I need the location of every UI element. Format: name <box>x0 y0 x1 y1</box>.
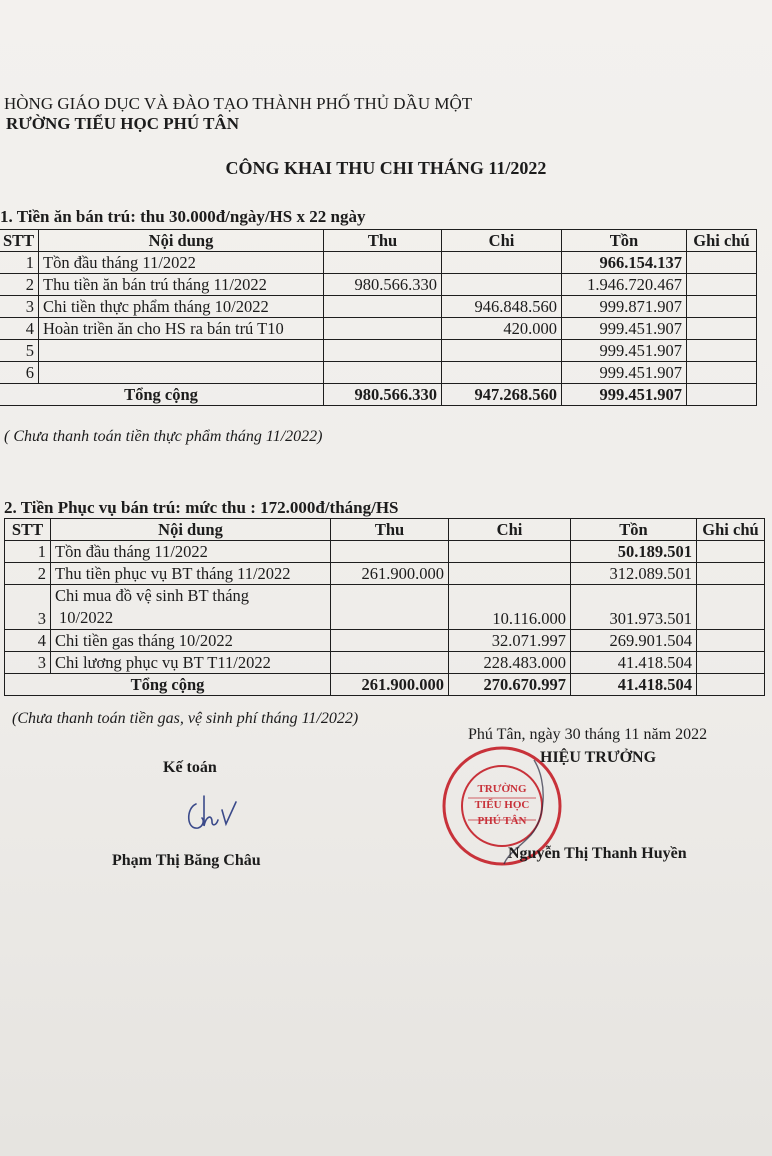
section2-table <box>4 518 765 696</box>
cell-chi <box>442 274 562 296</box>
cell-content: Thu tiền ăn bán trú tháng 11/2022 <box>39 274 324 296</box>
section1-footnote: ( Chưa thanh toán tiền thực phẩm tháng 11/2022) <box>4 428 323 445</box>
cell-thu <box>331 585 449 630</box>
cell-chi: 228.483.000 <box>449 652 571 674</box>
cell-content-line2: 10/2022 <box>59 608 114 627</box>
cell-chi <box>449 541 571 563</box>
principal-name: Nguyễn Thị Thanh Huyền <box>508 845 687 862</box>
cell-ton: 999.451.907 <box>562 340 687 362</box>
col-thu: Thu <box>331 519 449 541</box>
cell-content <box>39 362 324 384</box>
section1-header-row <box>0 230 757 252</box>
cell-note <box>687 252 757 274</box>
cell-ton: 41.418.504 <box>571 652 697 674</box>
col-note: Ghi chú <box>687 230 757 252</box>
department-name: HÒNG GIÁO DỤC VÀ ĐÀO TẠO THÀNH PHỐ THỦ DẦU MỘT <box>4 94 473 113</box>
cell-chi <box>442 362 562 384</box>
total-row <box>0 384 757 406</box>
cell-note <box>697 585 765 630</box>
total-thu: 261.900.000 <box>331 674 449 696</box>
cell-ton: 1.946.720.467 <box>562 274 687 296</box>
section2-header-row <box>5 519 765 541</box>
cell-thu <box>331 541 449 563</box>
col-content: Nội dung <box>39 230 324 252</box>
cell-thu: 261.900.000 <box>331 563 449 585</box>
cell-ton: 312.089.501 <box>571 563 697 585</box>
cell-content: Tồn đầu tháng 11/2022 <box>39 252 324 274</box>
cell-note <box>687 340 757 362</box>
cell-content: Thu tiền phục vụ BT tháng 11/2022 <box>51 563 331 585</box>
cell-chi <box>449 563 571 585</box>
cell-chi: 946.848.560 <box>442 296 562 318</box>
col-content: Nội dung <box>51 519 331 541</box>
cell-ton: 999.451.907 <box>562 362 687 384</box>
table-row <box>0 318 757 340</box>
cell-ton: 966.154.137 <box>562 252 687 274</box>
col-ton: Tồn <box>562 230 687 252</box>
cell-ton: 269.901.504 <box>571 630 697 652</box>
cell-content: Chi lương phục vụ BT T11/2022 <box>51 652 331 674</box>
cell-stt: 2 <box>0 274 39 296</box>
cell-stt: 4 <box>5 630 51 652</box>
cell-stt: 6 <box>0 362 39 384</box>
table-row <box>5 541 765 563</box>
section1-table <box>0 229 757 406</box>
table-row <box>0 340 757 362</box>
cell-stt: 1 <box>5 541 51 563</box>
col-stt: STT <box>0 230 39 252</box>
cell-thu <box>324 318 442 340</box>
cell-chi: 32.071.997 <box>449 630 571 652</box>
cell-thu <box>324 252 442 274</box>
total-ton: 999.451.907 <box>562 384 687 406</box>
cell-chi: 10.116.000 <box>449 585 571 630</box>
section2-heading: 2. Tiền Phục vụ bán trú: mức thu : 172.000đ/tháng/HS <box>4 498 399 517</box>
cell-thu: 980.566.330 <box>324 274 442 296</box>
cell-ton: 50.189.501 <box>571 541 697 563</box>
cell-thu <box>331 652 449 674</box>
cell-stt: 2 <box>5 563 51 585</box>
cell-note <box>687 362 757 384</box>
table-row <box>5 630 765 652</box>
principal-title: HIỆU TRƯỞNG <box>540 749 657 766</box>
col-thu: Thu <box>324 230 442 252</box>
col-chi: Chi <box>449 519 571 541</box>
cell-note <box>687 296 757 318</box>
total-label: Tổng cộng <box>0 384 324 406</box>
cell-chi: 420.000 <box>442 318 562 340</box>
total-note <box>687 384 757 406</box>
stamp-text-line1: TRƯỜNG <box>477 783 527 795</box>
cell-thu <box>324 340 442 362</box>
cell-thu <box>324 296 442 318</box>
total-note <box>697 674 765 696</box>
total-ton: 41.418.504 <box>571 674 697 696</box>
table-row <box>0 362 757 384</box>
stamp-text-line2: TIỂU HỌC <box>474 799 530 811</box>
total-row <box>5 674 765 696</box>
cell-content <box>51 585 331 630</box>
cell-note <box>697 541 765 563</box>
cell-content: Chi tiền thực phẩm tháng 10/2022 <box>39 296 324 318</box>
col-ton: Tồn <box>571 519 697 541</box>
cell-stt: 4 <box>0 318 39 340</box>
cell-content: Tồn đầu tháng 11/2022 <box>51 541 331 563</box>
cell-stt: 3 <box>5 585 51 630</box>
col-chi: Chi <box>442 230 562 252</box>
total-chi: 947.268.560 <box>442 384 562 406</box>
section1-heading: 1. Tiền ăn bán trú: thu 30.000đ/ngày/HS x 22 ngày <box>0 207 366 226</box>
stamp-text-line3: PHÚ TÂN <box>477 815 527 827</box>
cell-thu <box>331 630 449 652</box>
table-row <box>5 585 765 630</box>
total-thu: 980.566.330 <box>324 384 442 406</box>
total-label: Tổng cộng <box>5 674 331 696</box>
accountant-signature-icon <box>182 790 242 836</box>
place-date: Phú Tân, ngày 30 tháng 11 năm 2022 <box>468 726 708 743</box>
cell-note <box>687 318 757 340</box>
cell-ton: 999.871.907 <box>562 296 687 318</box>
section2-footnote: (Chưa thanh toán tiền gas, vệ sinh phí tháng 11/2022) <box>12 710 359 727</box>
cell-chi <box>442 340 562 362</box>
cell-note <box>697 630 765 652</box>
accountant-title: Kế toán <box>163 759 217 776</box>
col-note: Ghi chú <box>697 519 765 541</box>
table-row <box>0 296 757 318</box>
cell-note <box>697 563 765 585</box>
cell-content <box>39 340 324 362</box>
cell-ton: 301.973.501 <box>571 585 697 630</box>
table-row <box>5 652 765 674</box>
cell-stt: 3 <box>5 652 51 674</box>
school-name: RƯỜNG TIỂU HỌC PHÚ TÂN <box>6 114 239 133</box>
cell-stt: 5 <box>0 340 39 362</box>
col-stt: STT <box>5 519 51 541</box>
cell-thu <box>324 362 442 384</box>
table-row <box>5 563 765 585</box>
document-title: CÔNG KHAI THU CHI THÁNG 11/2022 <box>225 158 547 178</box>
total-chi: 270.670.997 <box>449 674 571 696</box>
cell-note <box>697 652 765 674</box>
table-row <box>0 274 757 296</box>
cell-content-line1: Chi mua đồ vệ sinh BT tháng <box>55 586 250 605</box>
cell-stt: 3 <box>0 296 39 318</box>
cell-ton: 999.451.907 <box>562 318 687 340</box>
cell-content: Chi tiền gas tháng 10/2022 <box>51 630 331 652</box>
cell-note <box>687 274 757 296</box>
table-row <box>0 252 757 274</box>
cell-chi <box>442 252 562 274</box>
cell-stt: 1 <box>0 252 39 274</box>
accountant-name: Phạm Thị Băng Châu <box>112 852 261 869</box>
cell-content: Hoàn triền ăn cho HS ra bán trú T10 <box>39 318 324 340</box>
